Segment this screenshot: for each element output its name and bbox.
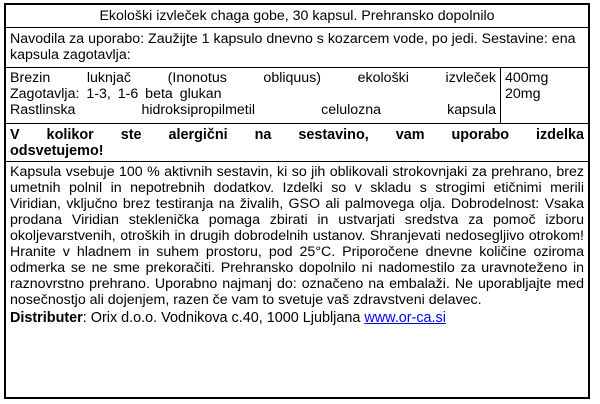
allergy-warning-line1: V kolikor ste alergični na sestavino, vam uporabo izdelka bbox=[10, 127, 584, 143]
usage-instructions bbox=[6, 28, 588, 68]
ingredient-name: Brezin luknjač (Inonotus obliquus) ekološki izvleček bbox=[10, 70, 496, 86]
product-title: Ekološki izvleček chaga gobe, 30 kapsul. Prehransko dopolnilo bbox=[99, 8, 495, 24]
distributor-line bbox=[6, 310, 588, 326]
label-title-box bbox=[6, 5, 588, 28]
allergy-warning-line2: odsvetujemo! bbox=[10, 143, 104, 159]
distributor-address: : Orix d.o.o. Vodnikova c.40, 1000 Ljubljana bbox=[82, 310, 361, 326]
usage-text: Navodila za uporabo: Zaužijte 1 kapsulo dnevno s kozarcem vode, po jedi. Sestavine: ena kapsula zagotavlja: bbox=[10, 31, 576, 63]
product-label bbox=[4, 3, 590, 399]
ingredients-table bbox=[6, 68, 588, 124]
ingredient-amount: 20mg bbox=[505, 86, 541, 102]
distributor-label: Distributer bbox=[10, 310, 83, 326]
ingredient-amount: 400mg bbox=[505, 70, 549, 86]
description-text: Kapsula vsebuje 100 % aktivnih sestavin, ki so jih oblikovali strokovnjaki za prehrano, brez umetnih polnil in nepotrebnih dodatkov. Izdelki so v skladu s strogimi etičnimi merili Viridian, vključno brez testiranja na živalih, GSO ali palmovega olja. Dobrodelnost: Vsaka prodana Viridian steklenička pomaga zbirati in ustvarjati sredstva za pomoč izboru okoljevarstvenih, otroških in drugih dobrodelnih ustanov. Shranjevati nedosegljivo otrokom! Hranite v hladnem in suhem prostoru, pod 25°C. Priporočene dnevne količine oziroma odmerka se ne sme prekoračiti. Prehransko dopolnilo ni nadomestilo za uravnoteženo in raznovrstno prehrano. Uporabno najmanj do: označeno na embalaži. Ne uporabljajte med nosečnostjo ali dojenjem, razen če vam to svetuje vaš zdravstveni delavec. bbox=[10, 164, 584, 308]
ingredient-name: Zagotavlja: 1-3, 1-6 beta glukan bbox=[10, 86, 222, 102]
distributor-website-link[interactable]: www.or-ca.si bbox=[364, 310, 446, 326]
product-description bbox=[6, 162, 588, 310]
allergy-warning bbox=[6, 124, 588, 162]
ingredient-amounts-column bbox=[501, 68, 588, 123]
ingredient-names-column bbox=[6, 68, 501, 123]
ingredient-name: Rastlinska hidroksipropilmetil celulozna kapsula bbox=[10, 102, 496, 118]
